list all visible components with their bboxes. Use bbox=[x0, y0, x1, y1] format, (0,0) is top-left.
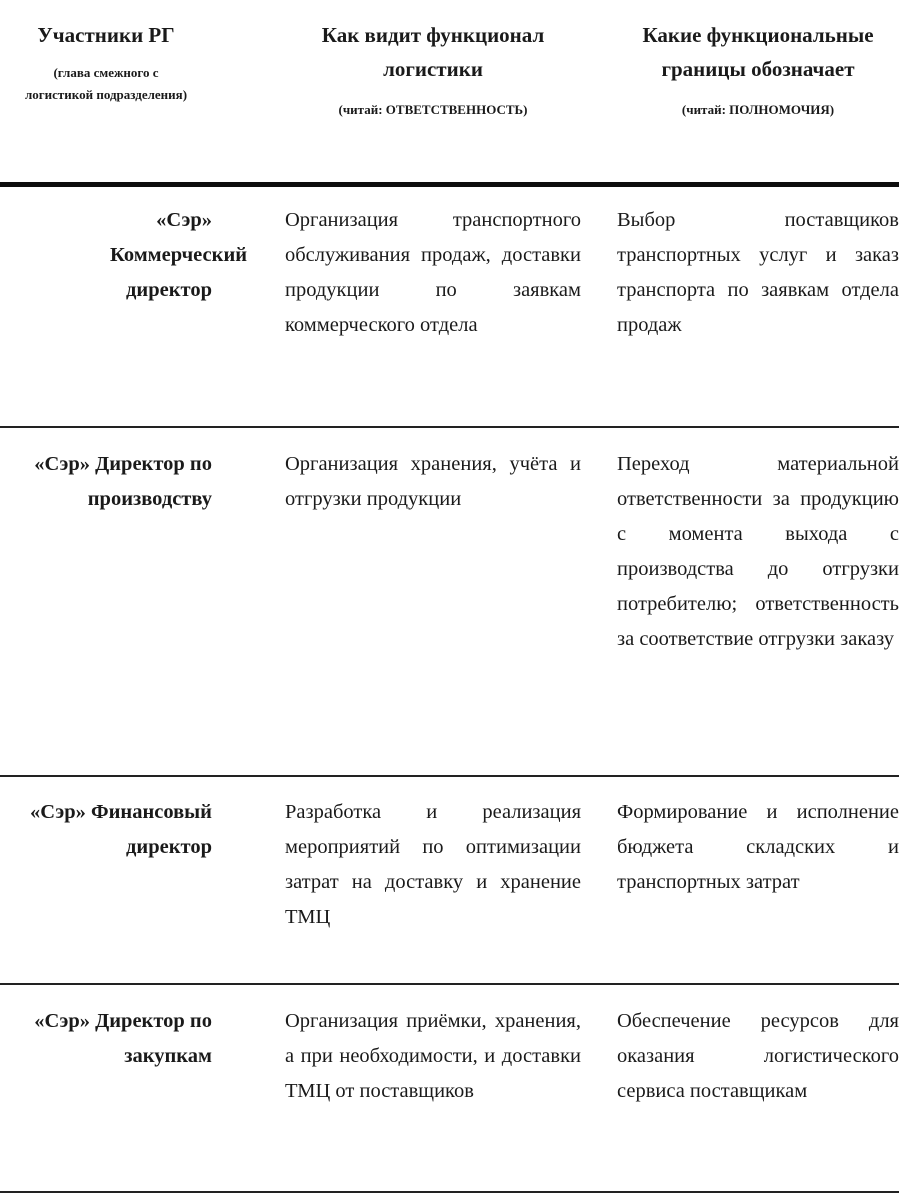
header-responsibility-title-2: логистики bbox=[383, 57, 483, 81]
header-participants-title: Участники РГ bbox=[37, 23, 175, 47]
header-responsibility bbox=[270, 18, 596, 121]
header-responsibility-title-1: Как видит функционал bbox=[321, 23, 545, 47]
row-divider bbox=[0, 775, 899, 777]
header-authority bbox=[604, 18, 899, 121]
header-authority-title-1: Какие функциональные bbox=[642, 23, 874, 47]
row-divider bbox=[0, 426, 899, 428]
authority-cell: Переход материальной ответственности за продукцию с момента выхода с производства до отгрузки потребителю; ответственность за соответствие отгрузки заказу bbox=[617, 453, 899, 650]
header-participants bbox=[0, 18, 212, 106]
responsibility-cell: Организация приёмки, хранения, а при необходимости, и доставки ТМЦ от поставщиков bbox=[285, 1010, 581, 1102]
participant-cell: «Сэр» Финансовый директор bbox=[30, 801, 212, 858]
row-divider bbox=[0, 983, 899, 985]
responsibility-cell: Организация транспортного обслуживания продаж, доставки продукции по заявкам коммерческого отдела bbox=[285, 209, 581, 336]
row-divider bbox=[0, 1191, 899, 1193]
header-participants-sub-1: (глава смежного с bbox=[53, 65, 159, 80]
header-authority-title-2: границы обозначает bbox=[661, 57, 855, 81]
participant-cell: «Сэр» Директор по закупкам bbox=[34, 1010, 212, 1067]
authority-cell: Выбор поставщиков транспортных услуг и заказ транспорта по заявкам отдела продаж bbox=[617, 209, 899, 336]
header-responsibility-sub: (читай: ОТВЕТСТВЕННОСТЬ) bbox=[338, 102, 528, 117]
header-divider bbox=[0, 182, 899, 187]
authority-cell: Обеспечение ресурсов для оказания логистического сервиса поставщикам bbox=[617, 1010, 899, 1102]
table-header bbox=[0, 0, 899, 183]
responsibility-cell: Организация хранения, учёта и отгрузки продукции bbox=[285, 453, 581, 510]
authority-cell: Формирование и исполнение бюджета складских и транспортных затрат bbox=[617, 801, 899, 893]
header-authority-sub: (читай: ПОЛНОМОЧИЯ) bbox=[681, 102, 835, 117]
participant-cell: «Сэр» Директор по производству bbox=[34, 453, 212, 510]
responsibility-cell: Разработка и реализация мероприятий по оптимизации затрат на доставку и хранение ТМЦ bbox=[285, 801, 581, 928]
header-participants-sub-2: логистикой подразделения) bbox=[24, 87, 188, 102]
participant-cell: «Сэр» Коммерческий директор bbox=[110, 209, 248, 301]
